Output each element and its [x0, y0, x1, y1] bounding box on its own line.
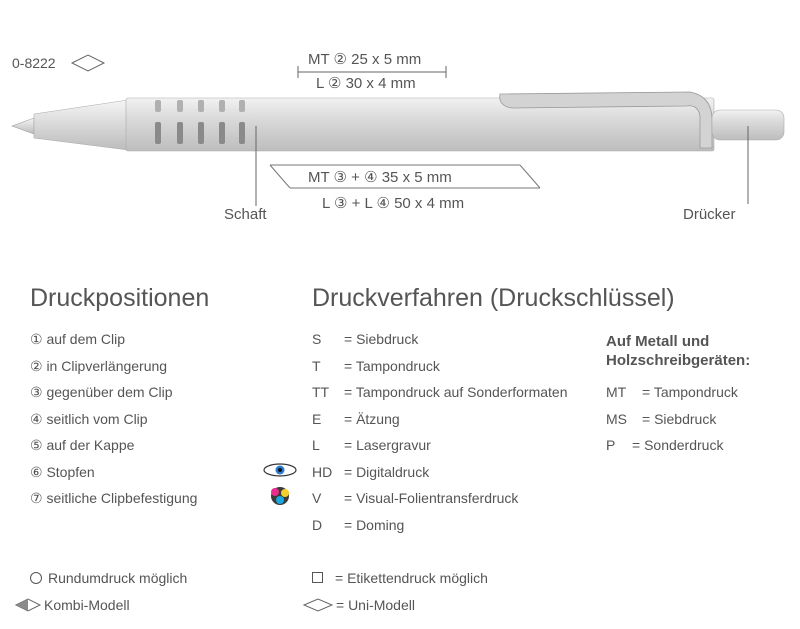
legend-etikett-label: = Etikettendruck möglich	[335, 570, 488, 586]
method-code: S	[312, 331, 322, 347]
metal-label: = Tampondruck	[642, 384, 738, 400]
metal-row	[606, 411, 716, 427]
method-code: L	[312, 437, 320, 453]
methods-title: Druckverfahren (Druckschlüssel)	[312, 284, 675, 312]
method-row	[312, 411, 400, 427]
mid-dimension-line2: L ③ + L ④ 50 x 4 mm	[322, 195, 465, 212]
metal-code: MT	[606, 384, 627, 400]
method-row	[312, 358, 440, 374]
method-code: HD	[312, 464, 333, 480]
method-label: = Lasergravur	[344, 437, 431, 453]
legend-kombi	[14, 597, 130, 613]
position-item: ⑤ auf der Kappe	[30, 437, 135, 453]
article-number: 0-8222	[12, 55, 56, 71]
kombi-model-icon	[14, 598, 44, 612]
legend-rundum-label: Rundumdruck möglich	[48, 570, 188, 586]
label-box-icon	[312, 572, 323, 583]
method-code: TT	[312, 384, 330, 400]
metal-title-line1: Auf Metall und	[606, 333, 710, 350]
positions-title: Druckpositionen	[30, 284, 210, 312]
method-row	[312, 490, 518, 506]
method-label: = Visual-Folientransferdruck	[344, 490, 519, 506]
circle-icon	[30, 572, 42, 584]
mid-dimension-line1: MT ③ + ④ 35 x 5 mm	[308, 169, 452, 186]
top-dimension-line2: L ② 30 x 4 mm	[316, 75, 416, 92]
metal-row	[606, 437, 723, 453]
label-schaft: Schaft	[224, 206, 267, 223]
metal-label: = Siebdruck	[642, 411, 717, 427]
method-row	[312, 464, 429, 480]
method-code: T	[312, 358, 321, 374]
legend-uni-label: = Uni-Modell	[336, 597, 415, 613]
uni-model-icon	[72, 55, 104, 71]
method-code: E	[312, 411, 322, 427]
pen-cone	[34, 100, 128, 150]
pen-tip	[12, 118, 34, 134]
method-row	[312, 331, 418, 347]
method-label: = Siebdruck	[344, 331, 419, 347]
method-row	[312, 384, 568, 400]
method-label: = Tampondruck	[344, 358, 440, 374]
legend-kombi-label: Kombi-Modell	[44, 597, 130, 613]
legend-uni	[302, 597, 415, 613]
metal-label: = Sonderdruck	[632, 437, 724, 453]
metal-title-line2: Holzschreibgeräten:	[606, 352, 751, 369]
method-label: = Tampondruck auf Sonderformaten	[344, 384, 568, 400]
uni-model-icon	[302, 598, 336, 612]
method-code: D	[312, 517, 323, 533]
metal-row	[606, 384, 738, 400]
method-row	[312, 517, 404, 533]
visual-transfer-icon	[271, 487, 289, 505]
legend-etikett	[312, 570, 488, 586]
position-item: ② in Clipverlängerung	[30, 358, 168, 374]
top-dimension-line1: MT ② 25 x 5 mm	[308, 51, 422, 68]
position-item: ⑦ seitliche Clipbefestigung	[30, 490, 198, 506]
label-druecker: Drücker	[683, 206, 736, 223]
method-label: = Doming	[344, 517, 405, 533]
position-item: ③ gegenüber dem Clip	[30, 384, 173, 400]
method-label: = Ätzung	[344, 411, 400, 427]
pen-illustration	[0, 0, 800, 260]
method-row	[312, 437, 431, 453]
legend-rundum	[30, 570, 187, 586]
metal-code: P	[606, 437, 616, 453]
eye-icon	[264, 464, 296, 476]
method-code: V	[312, 490, 322, 506]
position-item: ⑥ Stopfen	[30, 464, 95, 480]
position-item: ① auf dem Clip	[30, 331, 126, 347]
metal-code: MS	[606, 411, 627, 427]
method-label: = Digitaldruck	[344, 464, 430, 480]
position-item: ④ seitlich vom Clip	[30, 411, 148, 427]
